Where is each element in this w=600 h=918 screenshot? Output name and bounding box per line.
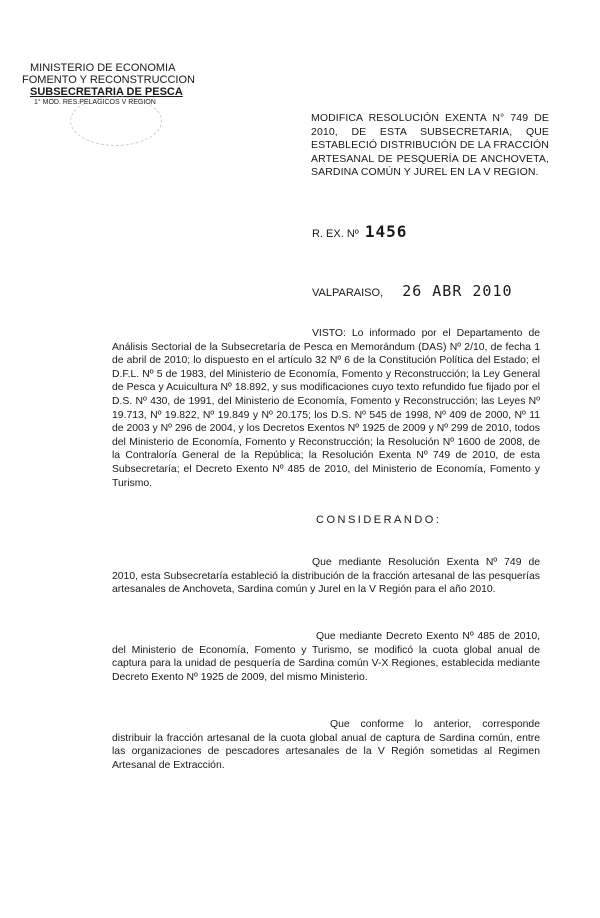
resolution-number-value: 1456: [364, 222, 408, 241]
date-stamp: 26 ABR 2010: [402, 282, 513, 300]
considerando-heading: CONSIDERANDO:: [316, 514, 442, 526]
considerando-text-1: Que mediante Resolución Exenta Nº 749 de 2010, esta Subsecretaría estableció la distribución de la fracción artesanal de las pesquerías artesanales de Anchoveta, Sardina común y Jurel en la V Región para el año 2010.: [112, 557, 540, 596]
header-line-subsecretaria: SUBSECRETARIA DE PESCA: [30, 86, 183, 98]
header-line-ministry: MINISTERIO DE ECONOMIA: [30, 62, 176, 74]
considerando-paragraph-1: [112, 556, 540, 597]
considerando-text-3: Que conforme lo anterior, corresponde distribuir la fracción artesanal de la cuota global anual de captura de Sardina común, entre las organizaciones de pescadores artesanales de la V Región sometidas al Regimen Artesanal de Extracción.: [112, 719, 540, 771]
visto-text: VISTO: Lo informado por el Departamento de Análisis Sectorial de la Subsecretaría de Pesca en Memorándum (DAS) Nº 2/10, de fecha 1 de abril de 2010; lo dispuesto en el artículo 32 Nº 6 de la Constitución Política del Estado; el D.F.L. Nº 5 de 1983, del Ministerio de Economía, Fomento y Reconstrucción; la Ley General de Pesca y Acuicultura Nº 18.892, y sus modificaciones cuyo texto refundido fue fijado por el D.S. Nº 430, de 1991, del Ministerio de Economía, Fomento y Reconstrucción; las Leyes Nº 19.713, Nº 19.822, Nº 19.849 y Nº 20.175; los D.S. Nº 545 de 1998, Nº 409 de 2000, Nº 11 de 2003 y Nº 296 de 2004, y los Decretos Exentos Nº 1925 de 2009 y Nº 299 de 2010, todos del Ministerio de Economía, Fomento y Reconstrucción; la Resolución Nº 1600 de 2008, de la Contraloría General de la República; la Resolución Exenta Nº 749 de 2010, de esta Subsecretaría; el Decreto Exento Nº 485 de 2010, del Ministerio de Economía, Fomento y Turismo.: [112, 328, 540, 489]
considerando-text-2: Que mediante Decreto Exento Nº 485 de 2010, del Ministerio de Economía, Fomento y Turismo, se modificó la cuota global anual de captura para la unidad de pesquería de Sardina común V-X Regiones, establecida mediante Decreto Exento Nº 1925 de 2009, del mismo Ministerio.: [112, 631, 540, 683]
header-line-reference: 1° MOD. RES.PELAGICOS V REGION: [34, 99, 156, 106]
considerando-paragraph-2: [112, 630, 540, 684]
document-title: MODIFICA RESOLUCIÓN EXENTA N° 749 DE 2010, DE ESTA SUBSECRETARIA, QUE ESTABLECIÓ DISTRIBUCIÓN DE LA FRACCIÓN ARTESANAL DE PESQUERÍA DE ANCHOVETA, SARDINA COMÚN Y JUREL EN LA V REGION.: [311, 112, 549, 179]
visto-paragraph: [112, 327, 540, 490]
resolution-label: R. EX. Nº: [312, 228, 359, 240]
considerando-paragraph-3: [112, 718, 540, 772]
header-line-fomento: FOMENTO Y RECONSTRUCCION: [22, 74, 195, 86]
place: VALPARAISO,: [312, 287, 384, 299]
office-stamp: [70, 96, 162, 146]
resolution-number: [312, 222, 407, 241]
place-date: [312, 282, 513, 300]
